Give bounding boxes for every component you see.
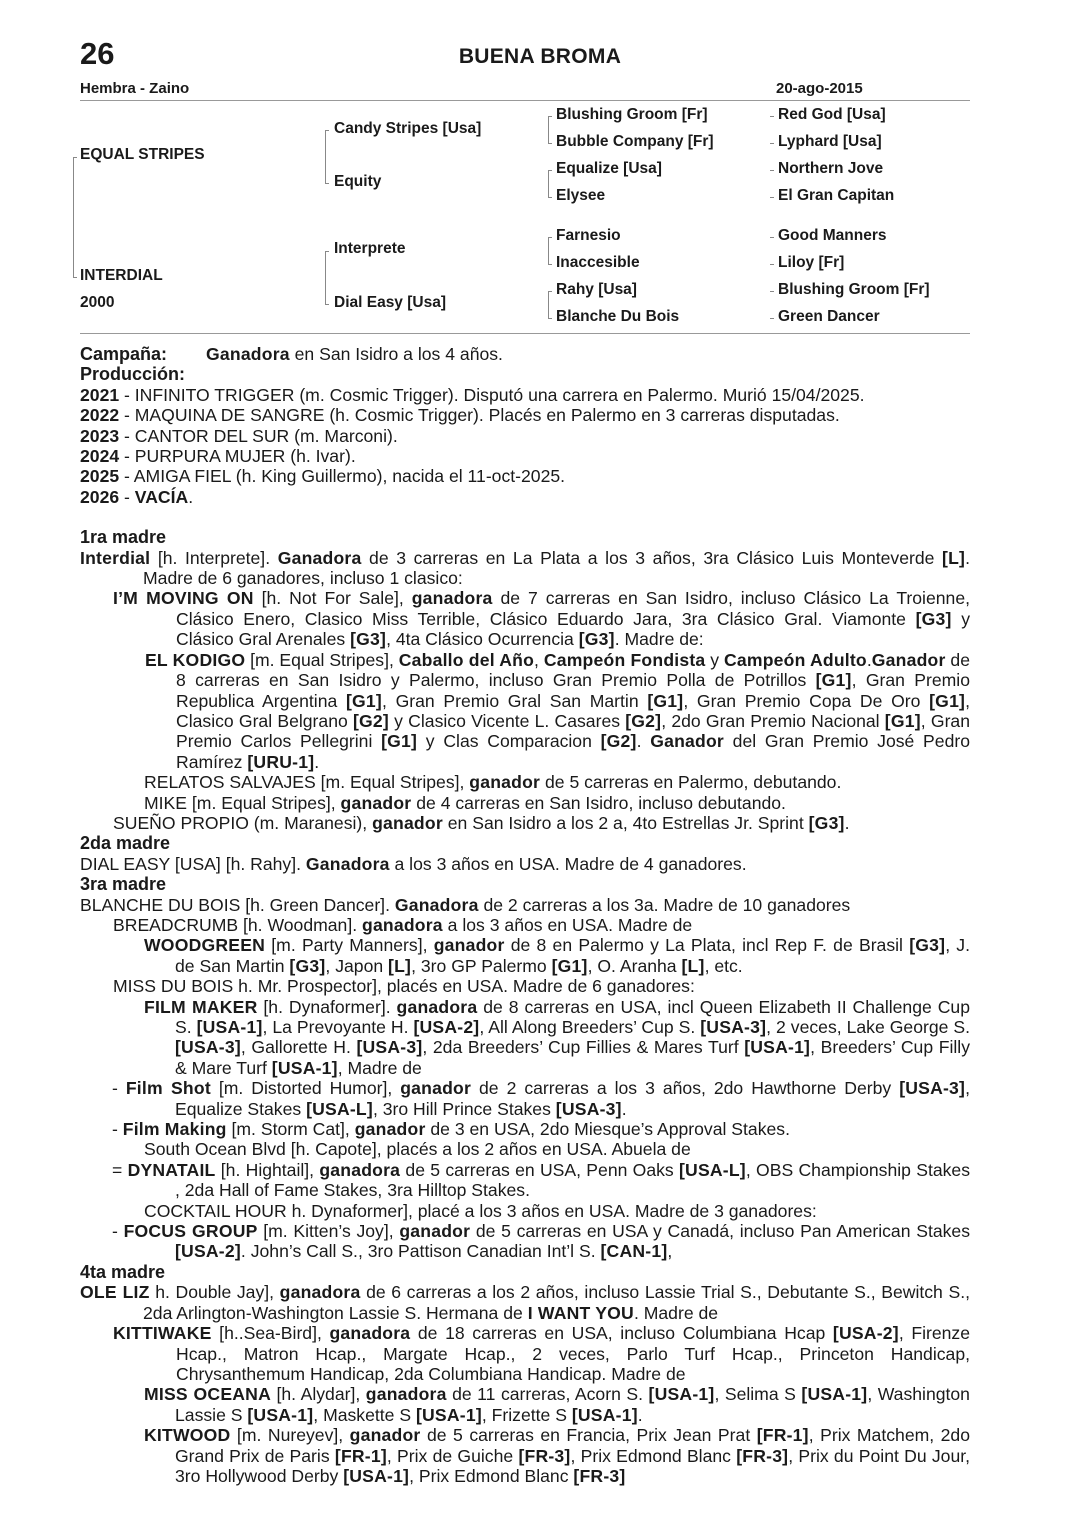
text-run: , Gran Premio Gral San Martin xyxy=(381,690,648,711)
text-run: , xyxy=(667,1241,673,1262)
gen4-8: Green Dancer xyxy=(778,308,880,325)
text-run: del Gran Premio José Pedro Ramírez xyxy=(176,731,970,772)
bold-run: [FR-1] xyxy=(756,1425,809,1446)
bold-run: ganador xyxy=(469,772,541,793)
text-run: de 8 carreras en San Isidro y Palermo, incluso Gran Premio Polla de Potrillos xyxy=(176,649,970,691)
gen3-3: Equalize [Usa] xyxy=(556,160,662,177)
bold-run: [USA-L] xyxy=(679,1159,746,1180)
gen4-6: Liloy [Fr] xyxy=(778,254,845,271)
progeny-entry xyxy=(80,793,970,813)
text-run: de 8 carreras en USA, incl Queen Elizabeth II Challenge Cup S. xyxy=(175,996,970,1037)
text-run: de 5 carreras en USA, Penn Oaks xyxy=(400,1159,679,1180)
bold-run: [G1] xyxy=(815,670,852,691)
bold-run: [G3] xyxy=(915,608,952,629)
text-run: y xyxy=(705,649,724,670)
production-item: 2023 - CANTOR DEL SUR (m. Marconi). xyxy=(80,425,398,446)
bold-run: [USA-2] xyxy=(832,1323,899,1344)
text-run: de 4 carreras en San Isidro, incluso debutando. xyxy=(411,792,786,813)
bold-run: I’M MOVING ON xyxy=(113,588,254,609)
bold-run: [USA-3] xyxy=(175,1037,241,1058)
bold-run: [USA-1] xyxy=(271,1057,338,1078)
birth-date: 20-ago-2015 xyxy=(776,80,863,97)
bold-run: [USA-1] xyxy=(801,1384,868,1405)
text-run: , Japon xyxy=(325,955,389,976)
text-run: , 2da Breeders’ Cup Fillies & Mares Turf xyxy=(422,1037,745,1058)
sire: EQUAL STRIPES xyxy=(80,146,205,163)
bold-run: OLE LIZ xyxy=(80,1282,150,1303)
text-run: , 3ro Hill Prince Stakes xyxy=(372,1098,556,1119)
text-run: , Prix Edmond Blanc xyxy=(409,1465,574,1486)
production-label: Producción: xyxy=(80,364,186,385)
bold-run: ganador xyxy=(433,935,505,956)
progeny-entry xyxy=(80,588,970,649)
bold-run: [G1] xyxy=(551,955,588,976)
bold-run: ganadora xyxy=(411,588,493,609)
first-dam-heading: 1ra madre xyxy=(80,527,167,548)
text-run: . Madre de xyxy=(633,1302,719,1323)
pedigree-rule xyxy=(80,333,970,334)
progeny-entry xyxy=(80,650,970,772)
text-run: RELATOS SALVAJES [m. Equal Stripes], xyxy=(144,772,470,793)
text-run: [m. Storm Cat], xyxy=(226,1119,355,1140)
progeny-entry xyxy=(80,1119,970,1139)
text-run: a los 3 años en USA. Madre de xyxy=(442,914,693,935)
bold-run: Film Shot xyxy=(125,1078,211,1099)
text-run: [m. Party Manners], xyxy=(265,935,434,956)
lot-number: 26 xyxy=(80,36,115,71)
bold-run: [L] xyxy=(388,955,412,976)
text-run: , Breeders’ Cup Filly & Mare Turf xyxy=(175,1037,970,1078)
bold-run: Ganador xyxy=(871,649,946,670)
text-run: - xyxy=(112,1119,123,1140)
text-run: [m. Kitten’s Joy], xyxy=(257,1221,400,1242)
sire-dam: Equity xyxy=(334,173,382,190)
gen3-6: Inaccesible xyxy=(556,254,640,271)
bold-run: [G3] xyxy=(808,812,845,833)
progeny-entry xyxy=(80,976,970,996)
text-run: de 2 carreras a los 3 años, 2do Hawthorne Derby xyxy=(471,1078,900,1099)
text-run: de 11 carreras, Acorn S. xyxy=(446,1384,649,1405)
header-rule xyxy=(80,100,970,101)
bold-run: Campeón Fondista xyxy=(543,649,706,670)
bold-run: [L] xyxy=(681,955,705,976)
text-run: , Equalize Stakes xyxy=(175,1078,970,1119)
text-run: h. Double Jay], xyxy=(149,1282,280,1303)
text-run: . Madre de: xyxy=(614,629,704,650)
text-run: , Maskette S xyxy=(313,1404,416,1425)
horse-name: BUENA BROMA xyxy=(458,45,622,68)
text-run: , Prix de Guiche xyxy=(386,1445,519,1466)
bold-run: ganadora xyxy=(396,996,478,1017)
bold-run: [USA-1] xyxy=(571,1404,638,1425)
text-run: de 6 carreras a los 2 años, incluso Lassie Trial S., Debutante S., Bewitch S., 2da Arlington-Washington Lassie S. Hermana de xyxy=(143,1282,970,1323)
text-run: , xyxy=(534,649,544,670)
text-run: , Firenze Hcap., Matron Hcap., Margate Hcap., 2 veces, Parlo Turf Hcap., Princeton Handicap, Chrysanthemum Handicap, 2da Columbiana Handicap. Madre de xyxy=(176,1323,971,1384)
text-run: . xyxy=(621,1098,627,1119)
text-run: . xyxy=(314,751,320,772)
bold-run: DYNATAIL xyxy=(127,1159,216,1180)
bold-run: [G1] xyxy=(381,731,418,752)
bold-run: ganadora xyxy=(362,914,443,935)
progeny-entry xyxy=(80,813,970,833)
bold-run: ganadora xyxy=(319,1159,401,1180)
text-run: , La Prevoyante H. xyxy=(262,1017,414,1037)
gen3-4: Elysee xyxy=(556,187,606,204)
first-dam-entry xyxy=(80,548,970,589)
bold-run: Ganador xyxy=(650,731,724,752)
fourth-dam-heading: 4ta madre xyxy=(80,1261,166,1282)
bold-run: Ganadora xyxy=(305,853,390,874)
text-run: [m. Equal Stripes], xyxy=(245,649,399,670)
text-run: South Ocean Blvd [h. Capote], placés a los 2 años en USA. Abuela de xyxy=(144,1139,691,1160)
text-run: de 5 carreras en Palermo, debutando. xyxy=(540,772,842,793)
dam-sire: Interprete xyxy=(334,240,406,257)
bold-run: [USA-L] xyxy=(306,1098,373,1119)
text-run: , Gran Premio Carlos Pellegrini xyxy=(176,710,971,752)
bold-run: ganador xyxy=(400,1078,472,1099)
text-run: COCKTAIL HOUR h. Dynaformer], placé a los 3 años en USA. Madre de 3 ganadores: xyxy=(144,1200,817,1221)
text-run: MISS DU BOIS h. Mr. Prospector], placés en USA. Madre de 6 ganadores: xyxy=(113,976,695,997)
text-run: DIAL EASY [USA] [h. Rahy]. xyxy=(80,853,306,874)
text-run: , Madre de xyxy=(337,1057,422,1078)
text-run: , Gallorette H. xyxy=(240,1037,357,1058)
bold-run: EL KODIGO xyxy=(145,649,246,670)
bold-run: [FR-1] xyxy=(334,1445,387,1466)
text-run: en San Isidro a los 2 a, 4to Estrellas Jr. Sprint xyxy=(442,812,809,833)
text-run: , Frizette S xyxy=(481,1404,572,1425)
campaign-label: Campaña: xyxy=(80,344,168,364)
bold-run: [G3] xyxy=(350,629,387,650)
bold-run: [G3] xyxy=(289,955,326,976)
production-item: 2024 - PURPURA MUJER (h. Ivar). xyxy=(80,446,356,467)
text-run: [h. Alydar], xyxy=(270,1384,366,1405)
text-run: , OBS Championship Stakes , 2da Hall of Fame Stakes, 3ra Hilltop Stakes. xyxy=(175,1159,970,1201)
text-run: [m. Nureyev], xyxy=(230,1425,350,1446)
text-run: [h. Interprete]. xyxy=(150,547,278,568)
progeny-entry xyxy=(80,1201,970,1221)
text-run: [m. Distorted Humor], xyxy=(210,1078,401,1099)
text-run: de 3 en USA, 2do Miesque’s Approval Stakes. xyxy=(425,1119,790,1140)
text-run: [h. Hightail], xyxy=(215,1159,320,1180)
bold-run: Ganadora xyxy=(277,547,362,568)
text-run: de 5 carreras en Francia, Prix Jean Prat xyxy=(420,1425,757,1446)
dam-year: 2000 xyxy=(80,294,115,311)
sex-color: Hembra - Zaino xyxy=(80,80,190,97)
bold-run: [FR-3] xyxy=(518,1445,571,1466)
bold-run: ganador xyxy=(399,1221,471,1242)
text-run: SUEÑO PROPIO (m. Maranesi), xyxy=(113,812,373,833)
text-run: , O. Aranha xyxy=(587,955,682,976)
bold-run: [G2] xyxy=(600,731,637,752)
bold-run: WOODGREEN xyxy=(144,935,266,956)
bold-run: FILM MAKER xyxy=(144,996,258,1017)
text-run: , Prix Matchem, 2do Grand Prix de Paris xyxy=(175,1425,970,1466)
gen3-2: Bubble Company [Fr] xyxy=(556,133,714,150)
text-run: , etc. xyxy=(704,955,743,976)
text-run: [h. Dynaformer]. xyxy=(257,996,397,1017)
bold-run: KITTIWAKE xyxy=(113,1323,212,1344)
text-run: , Clasico Gral Belgrano xyxy=(176,690,971,731)
progeny-entry xyxy=(80,1139,970,1159)
progeny-entry xyxy=(80,1384,970,1425)
bold-run: MISS OCEANA xyxy=(144,1384,271,1405)
bold-run: [CAN-1] xyxy=(600,1241,668,1262)
text-run: , Gran Premio Republica Argentina xyxy=(176,670,970,711)
progeny-entry xyxy=(80,915,970,935)
bold-run: KITWOOD xyxy=(144,1425,231,1446)
progeny-entry xyxy=(80,1160,970,1201)
text-run: = xyxy=(112,1159,128,1180)
gen3-7: Rahy [Usa] xyxy=(556,281,637,298)
text-run: , 2 veces, Lake George S. xyxy=(766,1017,971,1037)
bold-run: [USA-3] xyxy=(356,1037,423,1058)
bold-run: ganador xyxy=(354,1119,426,1140)
progeny-entry xyxy=(80,935,970,976)
text-run: MIKE [m. Equal Stripes], xyxy=(144,792,341,813)
bold-run: I WANT YOU xyxy=(527,1302,634,1323)
text-run: a los 3 años en USA. Madre de 4 ganadores. xyxy=(389,853,747,874)
second-dam-heading: 2da madre xyxy=(80,833,171,854)
text-run: de 5 carreras en USA y Canadá, incluso Pan American Stakes xyxy=(470,1221,970,1242)
gen4-1: Red God [Usa] xyxy=(778,106,886,123)
bold-run: [USA-3] xyxy=(700,1017,767,1037)
bold-run: Caballo del Año xyxy=(398,649,535,670)
production-list xyxy=(80,385,970,507)
bold-run: [G2] xyxy=(625,710,662,731)
bold-run: Film Making xyxy=(122,1119,227,1140)
gen4-4: El Gran Capitan xyxy=(778,187,895,204)
text-run: - xyxy=(112,1221,124,1242)
text-run: , Washington Lassie S xyxy=(175,1384,970,1425)
bold-run: [G1] xyxy=(929,690,966,711)
text-run: de 7 carreras en San Isidro, incluso Clásico La Troienne, Clásico Enero, Clasico Miss Terrible, Clásico Eduardo Jara, 3ra Clásico Gral. Viamonte xyxy=(176,588,970,629)
bold-run: ganador xyxy=(372,812,443,833)
production-item: 2021 - INFINITO TRIGGER (m. Cosmic Trigger). Disputó una carrera en Palermo. Murió 15/04/2025. xyxy=(80,384,865,405)
bold-run: [FR-3] xyxy=(573,1465,626,1486)
bold-run: ganadora xyxy=(365,1384,447,1405)
bold-run: ganadora xyxy=(279,1282,361,1303)
gen3-8: Blanche Du Bois xyxy=(556,308,680,325)
bold-run: ganador xyxy=(349,1425,421,1446)
campaign-status: Ganadora xyxy=(206,344,290,364)
third-dam-entry xyxy=(80,895,970,915)
bold-run: [G1] xyxy=(884,710,921,731)
bold-run: FOCUS GROUP xyxy=(123,1221,258,1242)
catalog-body xyxy=(80,344,970,1486)
bold-run: [USA-1] xyxy=(415,1404,482,1425)
bold-run: [G3] xyxy=(578,629,615,650)
text-run: y Clásico Gral Arenales xyxy=(176,608,970,650)
bold-run: Campeón Adulto xyxy=(723,649,867,670)
bold-run: [G2] xyxy=(352,710,389,731)
bold-run: [USA-2] xyxy=(175,1241,241,1262)
text-run: [h..Sea-Bird], xyxy=(211,1323,330,1344)
text-run: , Prix du Point Du Jour, 3ro Hollywood Derby xyxy=(175,1445,971,1486)
bold-run: [L] xyxy=(942,547,966,568)
bold-run: [USA-3] xyxy=(899,1078,966,1099)
text-run: . xyxy=(637,1404,643,1425)
text-run: , Selima S xyxy=(714,1384,802,1405)
gen4-2: Lyphard [Usa] xyxy=(778,133,882,150)
progeny-entry xyxy=(80,1221,970,1262)
text-run: BREADCRUMB [h. Woodman]. xyxy=(113,914,362,935)
bold-run: [G1] xyxy=(345,690,382,711)
text-run: BLANCHE DU BOIS [h. Green Dancer]. xyxy=(80,894,395,915)
text-run: , 4ta Clásico Ocurrencia xyxy=(386,629,579,650)
campaign-text: en San Isidro a los 4 años. xyxy=(289,344,503,364)
text-run: , J. de San Martin xyxy=(175,935,970,976)
bold-run: [URU-1] xyxy=(247,751,315,772)
gen3-1: Blushing Groom [Fr] xyxy=(556,106,708,123)
bold-run: [G3] xyxy=(909,935,946,956)
text-run: . xyxy=(866,649,872,670)
text-run: , Gran Premio Copa De Oro xyxy=(683,690,930,711)
text-run: . xyxy=(844,812,850,833)
text-run: [h. Not For Sale], xyxy=(253,588,412,609)
text-run: - xyxy=(112,1078,126,1099)
progeny-entry xyxy=(80,772,970,792)
text-run: , All Along Breeders’ Cup S. xyxy=(479,1017,701,1037)
bold-run: [USA-1] xyxy=(744,1037,811,1058)
bold-run: ganadora xyxy=(329,1323,411,1344)
progeny-entry xyxy=(80,1323,970,1384)
production-item: 2026 - VACÍA. xyxy=(80,486,194,507)
text-run: . xyxy=(636,731,651,752)
bold-run: [USA-1] xyxy=(648,1384,715,1405)
gen4-7: Blushing Groom [Fr] xyxy=(778,281,930,298)
text-run: de 18 carreras en USA, incluso Columbiana Hcap xyxy=(410,1323,833,1344)
bold-run: [USA-2] xyxy=(413,1017,480,1037)
dam: INTERDIAL xyxy=(80,267,163,284)
production-item: 2022 - MAQUINA DE SANGRE (h. Cosmic Trigger). Placés en Palermo en 3 carreras disputadas. xyxy=(80,405,840,426)
text-run: de 2 carreras a los 3a. Madre de 10 ganadores xyxy=(478,894,851,915)
bold-run: [USA-1] xyxy=(247,1404,314,1425)
gen4-3: Northern Jove xyxy=(778,160,884,177)
second-dam-entry xyxy=(80,854,970,874)
bold-run: [G1] xyxy=(647,690,684,711)
fourth-dam-entry xyxy=(80,1282,970,1323)
bold-run: Ganadora xyxy=(394,894,479,915)
text-run: de 8 en Palermo y La Plata, incl Rep F. de Brasil xyxy=(504,935,910,956)
bold-run: [USA-3] xyxy=(555,1098,622,1119)
text-run: . John’s Call S., 3ro Pattison Canadian Int’l S. xyxy=(240,1241,601,1262)
text-run: . Madre de 6 ganadores, incluso 1 clasico: xyxy=(143,547,971,589)
gen4-5: Good Manners xyxy=(778,227,887,244)
progeny-entry xyxy=(80,1425,970,1486)
dam-dam: Dial Easy [Usa] xyxy=(334,294,446,311)
progeny-entry xyxy=(80,1078,970,1119)
bold-run: [USA-1] xyxy=(343,1465,410,1486)
gen3-5: Farnesio xyxy=(556,227,621,244)
sire-sire: Candy Stripes [Usa] xyxy=(334,120,482,137)
text-run: y Clasico Vicente L. Casares xyxy=(388,710,626,731)
text-run: , Prix Edmond Blanc xyxy=(570,1445,737,1466)
progeny-entry xyxy=(80,997,970,1079)
text-run: de 3 carreras en La Plata a los 3 años, 3ra Clásico Luis Monteverde xyxy=(361,547,943,568)
production-item: 2025 - AMIGA FIEL (h. King Guillermo), nacida el 11-oct-2025. xyxy=(80,466,566,487)
bold-run: ganador xyxy=(340,792,412,813)
text-run: , 3ro GP Palermo xyxy=(411,955,552,976)
text-run: , 2do Gran Premio Nacional xyxy=(661,710,885,731)
bold-run: Interdial xyxy=(80,547,151,568)
text-run: y Clas Comparacion xyxy=(417,731,601,752)
third-dam-heading: 3ra madre xyxy=(80,874,167,895)
bold-run: [FR-3] xyxy=(736,1445,789,1466)
bold-run: [USA-1] xyxy=(196,1017,263,1037)
campaign-line xyxy=(80,344,970,364)
